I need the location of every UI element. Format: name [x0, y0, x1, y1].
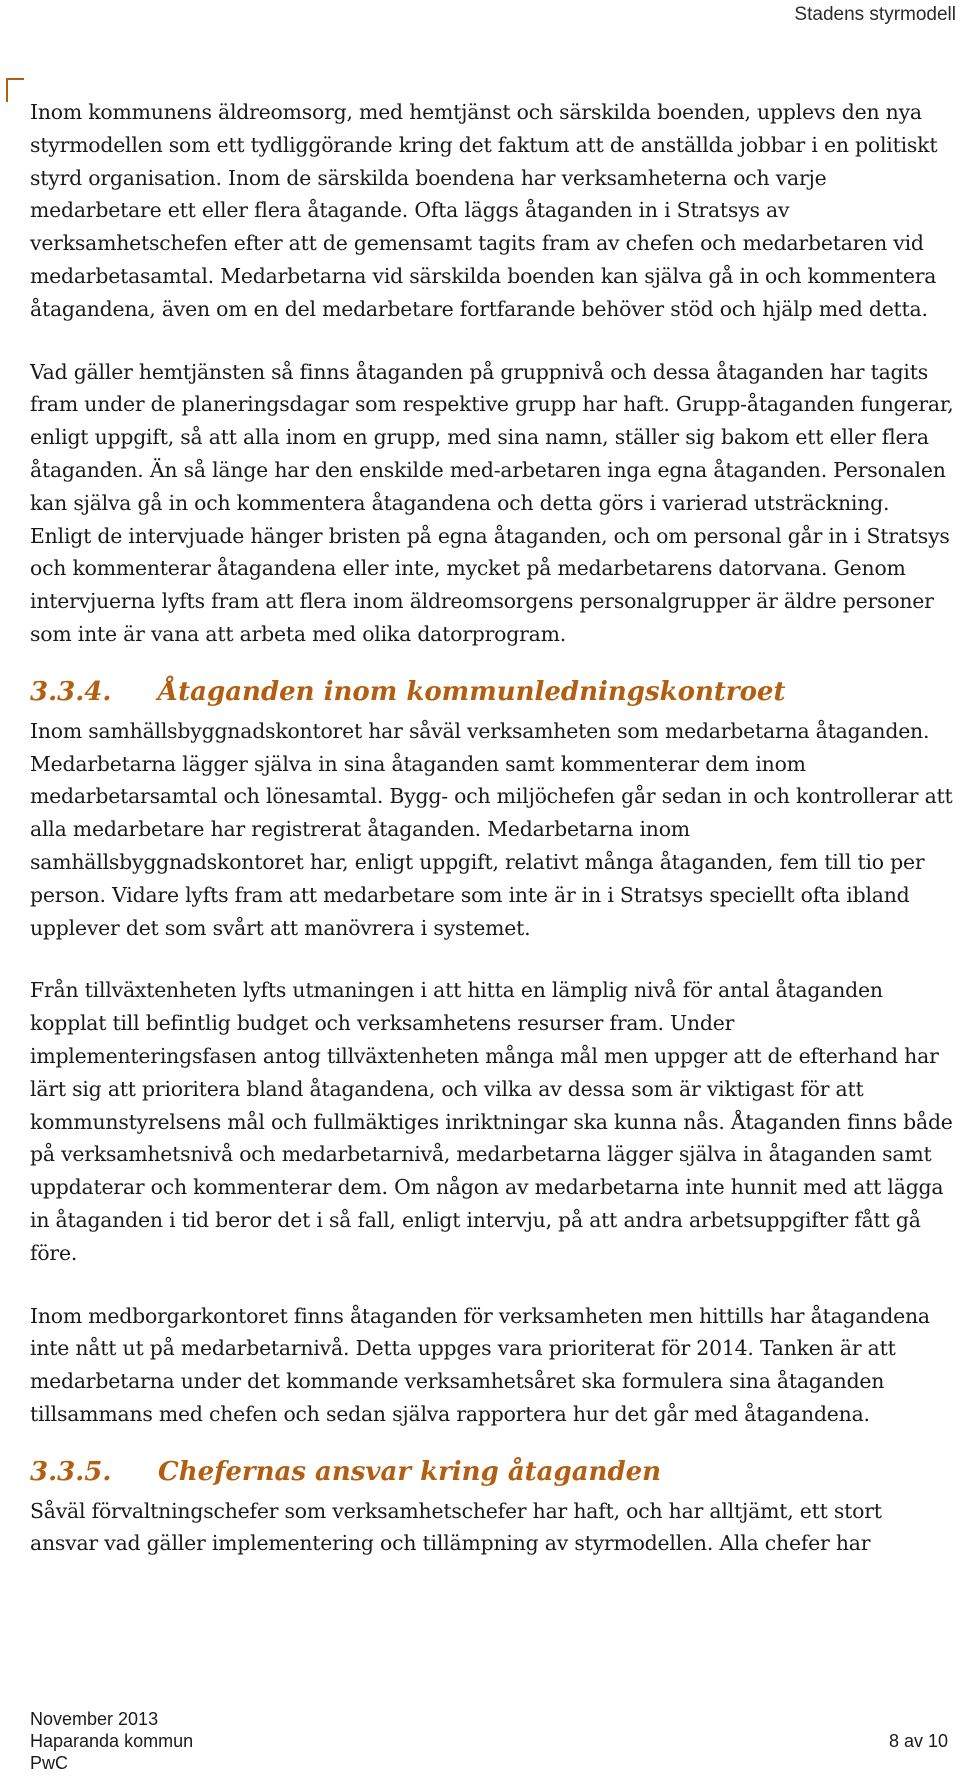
paragraph-samhallsbyggnad: Inom samhällsbyggnadskontoret har såväl verksamheten som medarbetarna åtaganden. Medarbetarna lägger själva in sina åtaganden samt kommenterar dem inom medarbetarsamtal och lönesamtal. Bygg- och miljöchefen går sedan in och kontrollerar att alla medarbetare har registrerat åtaganden. Medarbetarna inom samhällsbyggnadskontoret har, enligt uppgift, relativt många åtaganden, fem till tio per person. Vidare lyfts fram att medarbetare som inte är in i Stratsys speciellt ofta ibland upplever det som svårt att manövrera i systemet.: [30, 718, 953, 940]
footer-date: November 2013: [30, 1709, 159, 1729]
paragraph-aldreomsorg: Inom kommunens äldreomsorg, med hemtjänst och särskilda boenden, upplevs den nya styrmodellen som ett tydliggörande kring det faktum att de anställda jobbar i en politiskt styrd organisation. Inom de särskilda boendena har verksamheterna och varje medarbetare ett eller flera åtagande. Ofta läggs åtaganden in i Stratsys av verksamhetschefen efter att de gemensamt tagits fram av chefen och medarbetaren vid medarbetasamtal. Medarbetarna vid särskilda boenden kan själva gå in och kommentera åtagandena, även om en del medarbetare fortfarande behöver stöd och hjälp med detta.: [30, 100, 938, 321]
document-body: [30, 96, 955, 1560]
paragraph-hemtjanst: Vad gäller hemtjänsten så finns åtaganden på gruppnivå och dessa åtaganden har tagits fram under de planeringsdagar som respektive grupp har haft. Grupp-åtaganden fungerar, enligt uppgift, så att alla inom en grupp, med sina namn, ställer sig bakom ett eller flera åtaganden. Än så länge har den enskilde med-arbetaren inga egna åtaganden. Personalen kan själva gå in och kommentera åtagandena och detta görs i varierad utsträckning. Enligt de intervjuade hänger bristen på egna åtaganden, och om personal går in i Stratsys och kommenterar åtagandena eller inte, mycket på medarbetarens datorvana. Genom intervjuerna lyfts fram att flera inom äldreomsorgens personalgrupper är äldre personer som inte är vana att arbeta med olika datorprogram.: [30, 359, 954, 646]
page-footer: [30, 1708, 948, 1774]
paragraph-tillvaxtenheten: Från tillväxtenheten lyfts utmaningen i att hitta en lämplig nivå för antal åtaganden kopplat till befintlig budget och verksamhetens resurser fram. Under implementeringsfasen antog tillväxtenheten många mål men uppger att de efterhand har lärt sig att prioritera bland åtagandena, och vilka av dessa som är viktigast för att kommunstyrelsens mål och fullmäktiges inriktningar ska kunna nås. Åtaganden finns både på verksamhetsnivå och medarbetarnivå, medarbetarna lägger själva in åtaganden samt uppdaterar och kommenterar dem. Om någon av medarbetarna inte hunnit med att lägga in åtaganden i tid beror det i så fall, enligt intervju, på att andra arbetsuppgifter fått gå före.: [30, 978, 953, 1265]
section-title: Chefernas ansvar kring åtaganden: [158, 1456, 662, 1487]
corner-mark: [6, 78, 24, 102]
section-title: Åtaganden inom kommunledningskontroet: [158, 676, 786, 707]
paragraph-chefernas-ansvar: Såväl förvaltningschefer som verksamhetschefer har haft, och har alltjämt, ett stort ansvar vad gäller implementering och tillämpning av styrmodellen. Alla chefer har: [30, 1498, 882, 1556]
page-number: 8 av 10: [888, 1731, 948, 1751]
paragraph-spacer: [30, 1270, 955, 1300]
running-header-title: Stadens styrmodell: [794, 4, 956, 25]
section-number: 3.3.5.: [30, 1456, 112, 1487]
section-heading-3-3-5: [30, 1451, 955, 1493]
section-heading-3-3-4: [30, 671, 955, 713]
section-number: 3.3.4.: [30, 676, 112, 707]
paragraph-medborgarkontoret: Inom medborgarkontoret finns åtaganden för verksamheten men hittills har åtagandena inte nått ut på medarbetarnivå. Detta uppges vara prioriterat för 2014. Tanken är att medarbetarna under det kommande verksamhetsåret ska formulera sina åtaganden tillsammans med chefen och sedan själva rapportera hur det går med åtagandena.: [30, 1303, 930, 1426]
footer-organisation: Haparanda kommun: [30, 1731, 194, 1751]
paragraph-spacer: [30, 944, 955, 974]
footer-company: PwC: [30, 1753, 69, 1773]
paragraph-spacer: [30, 326, 955, 356]
